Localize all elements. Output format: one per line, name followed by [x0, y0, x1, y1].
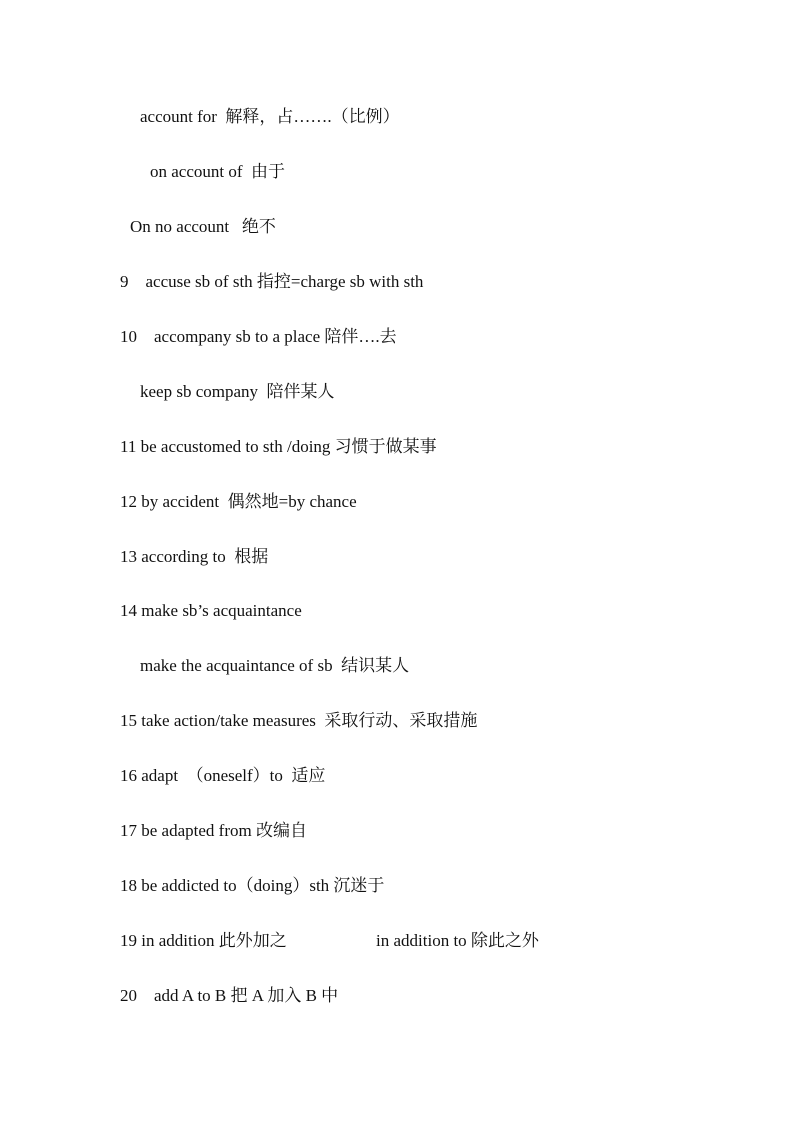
text-line-9-accuse: 9 accuse sb of sth 指控=charge sb with sth: [120, 272, 424, 291]
text-line-16-adapt: 16 adapt （oneself）to 适应: [120, 766, 326, 785]
text-line-17-adapted-from: 17 be adapted from 改编自: [120, 821, 307, 840]
text-line-12-by-accident: 12 by accident 偶然地=by chance: [120, 492, 357, 511]
text-line-20-add-to: 20 add A to B 把 A 加入 B 中: [120, 986, 339, 1005]
text-line-18-addicted-to: 18 be addicted to（doing）sth 沉迷于: [120, 876, 385, 895]
text-line-make-acquaintance: make the acquaintance of sb 结识某人: [140, 656, 410, 675]
text-line-keep-company: keep sb company 陪伴某人: [140, 382, 335, 401]
text-line-19-in-addition: 19 in addition 此外加之: [120, 931, 287, 950]
text-line-10-accompany: 10 accompany sb to a place 陪伴….去: [120, 327, 397, 346]
text-line-on-account-of: on account of 由于: [150, 162, 286, 181]
text-line-account-for: account for 解释，占…….（比例）: [140, 107, 400, 126]
text-line-14-acquaintance: 14 make sb’s acquaintance: [120, 601, 302, 620]
text-line-11-accustomed: 11 be accustomed to sth /doing 习惯于做某事: [120, 437, 437, 456]
text-line-13-according-to: 13 according to 根据: [120, 547, 269, 566]
text-line-on-no-account: On no account 绝不: [130, 217, 276, 236]
text-line-19-in-addition-to: in addition to 除此之外: [376, 931, 539, 950]
text-line-15-take-action: 15 take action/take measures 采取行动、采取措施: [120, 711, 478, 730]
